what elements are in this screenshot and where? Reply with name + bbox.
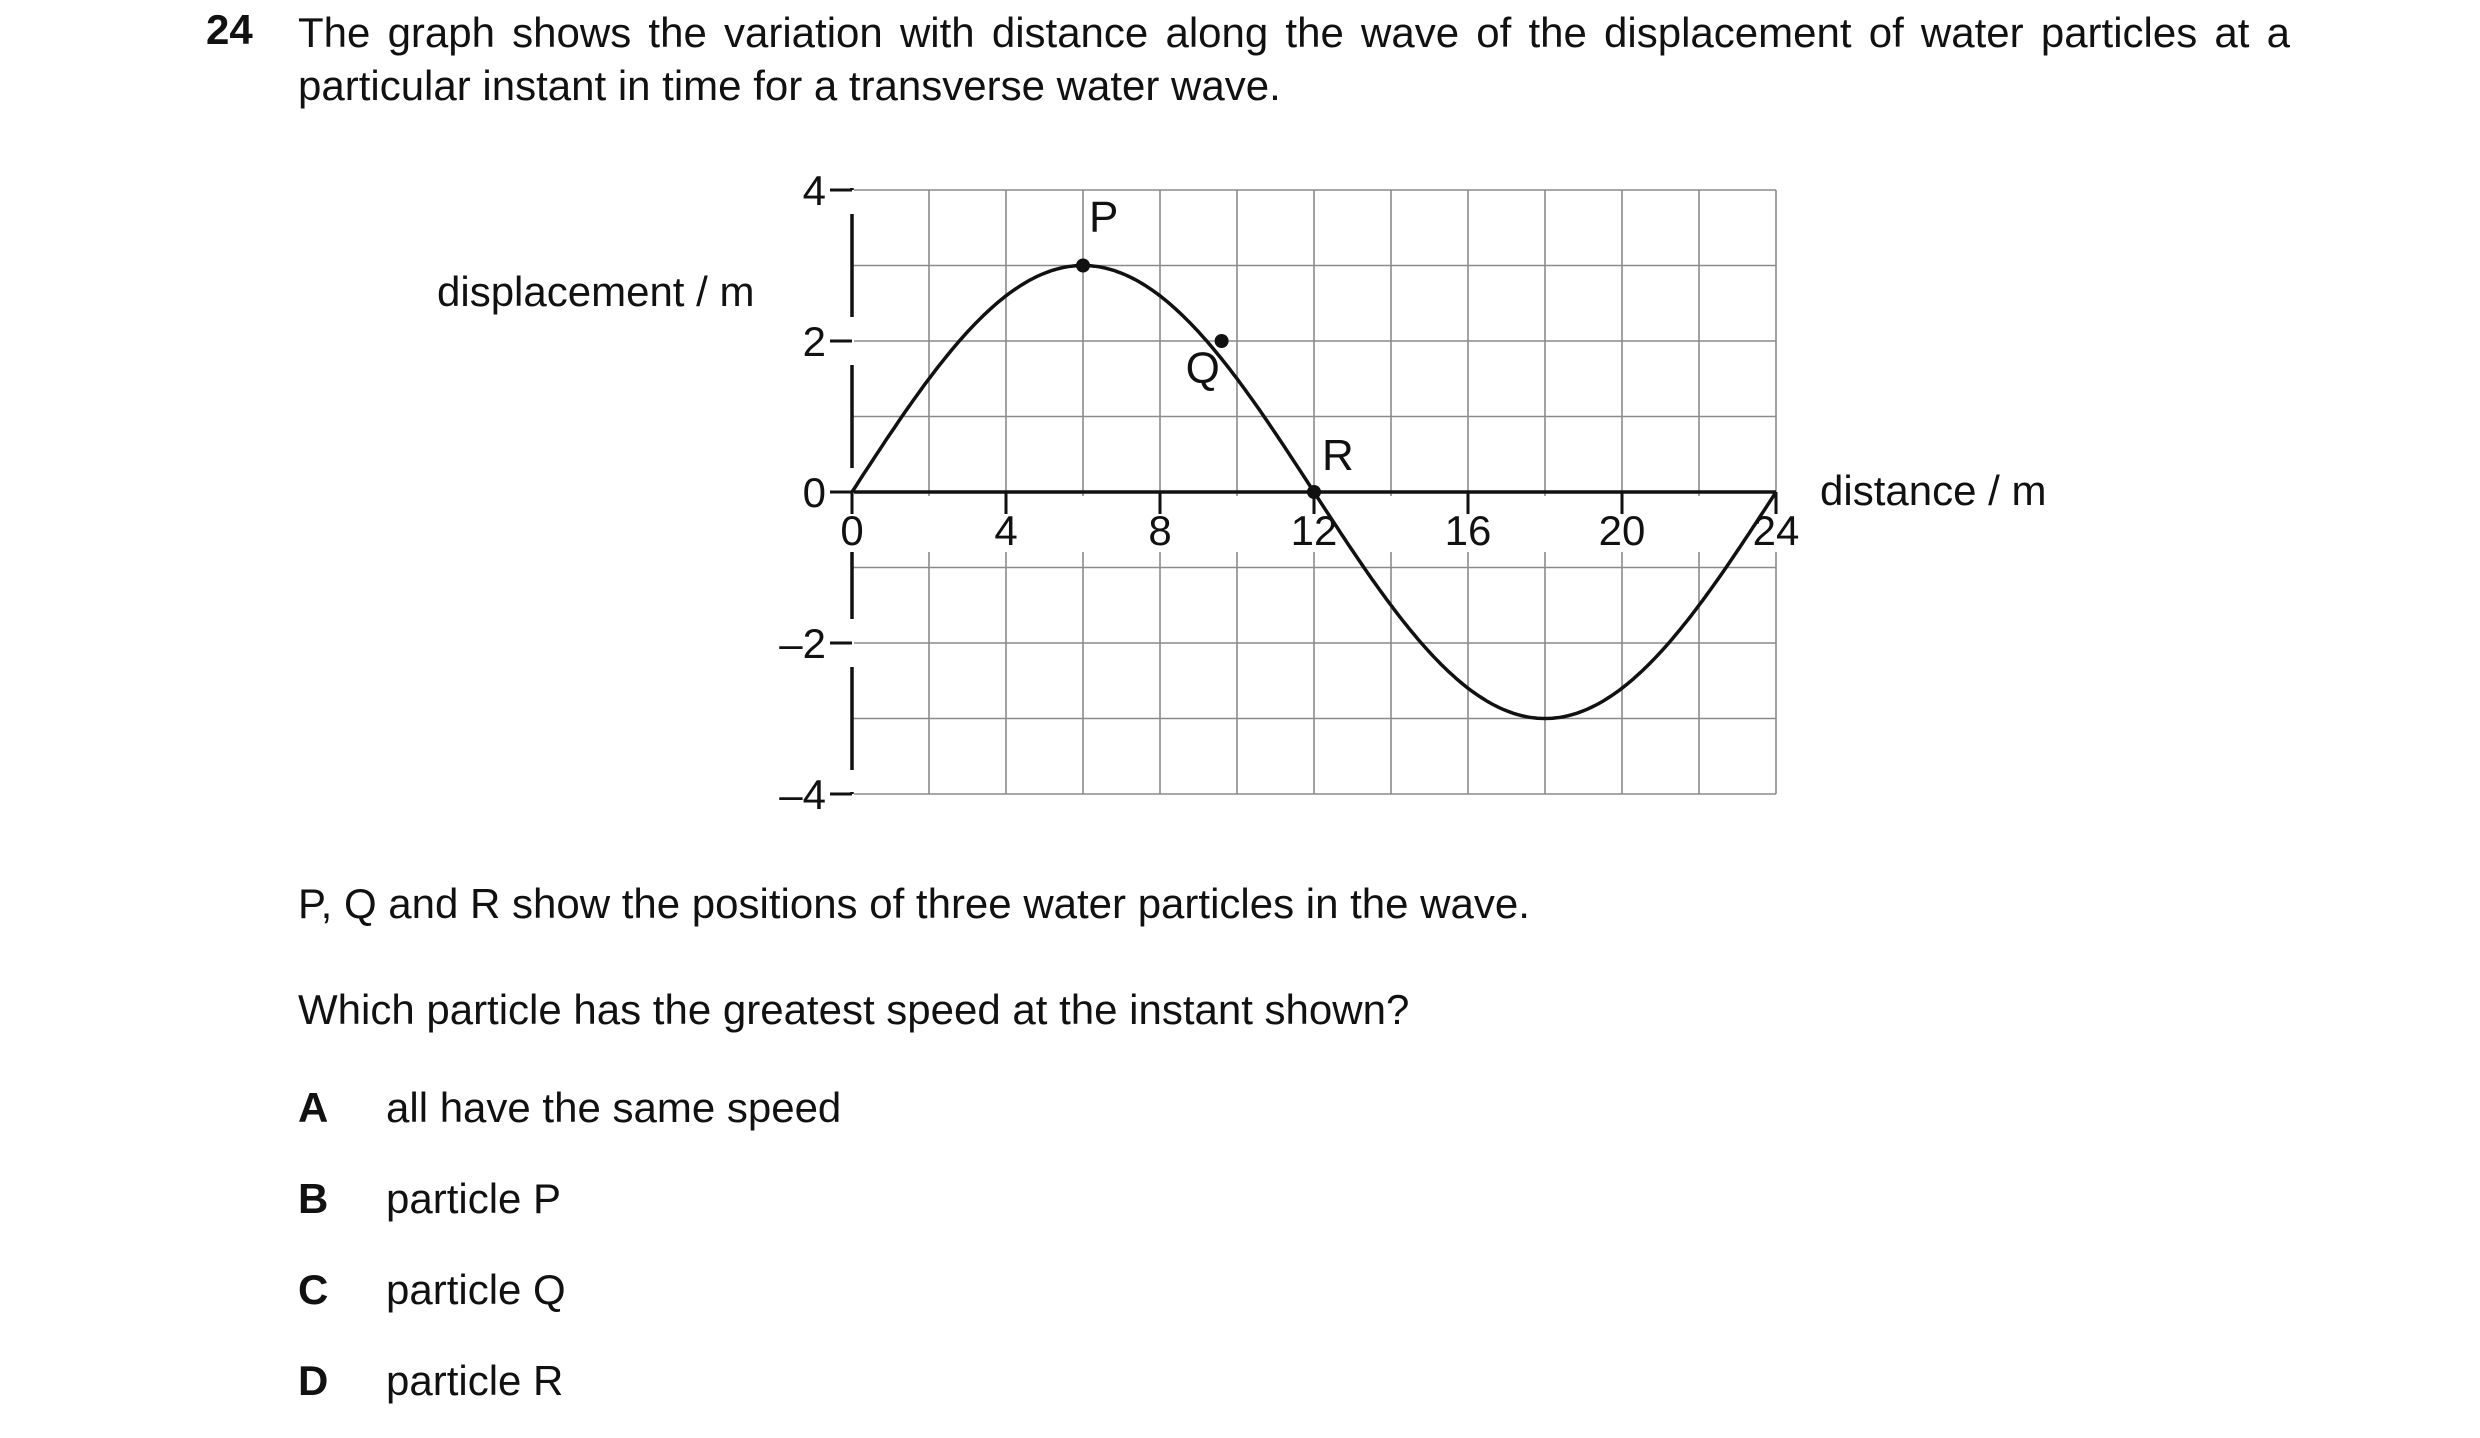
- x-tick-label: 8: [1148, 507, 1172, 554]
- question-number: 24: [206, 6, 253, 53]
- y-tick-label: 2: [802, 318, 826, 365]
- option-c-letter[interactable]: C: [298, 1266, 329, 1313]
- option-d-letter[interactable]: D: [298, 1357, 329, 1404]
- x-axis-ticks: [832, 492, 1799, 554]
- point-q-label: Q: [1185, 344, 1220, 393]
- y-tick-label: –2: [779, 620, 826, 667]
- option-c-text[interactable]: particle Q: [386, 1266, 566, 1313]
- y-axis-ticks: [779, 166, 854, 818]
- statement-text: P, Q and R show the positions of three water particles in the wave.: [298, 880, 1530, 927]
- point-r-marker: [1307, 485, 1321, 499]
- point-r-label: R: [1322, 431, 1354, 480]
- x-tick-label: 16: [1444, 507, 1492, 554]
- point-p-label: P: [1089, 192, 1119, 242]
- option-d-text[interactable]: particle R: [386, 1357, 564, 1404]
- x-tick-label: 12: [1290, 507, 1338, 554]
- question-text: The graph shows the variation with distance along the wave of the displacement of water particles at a particular instant in time for a transverse water wave.: [298, 9, 2290, 109]
- option-a-letter[interactable]: A: [298, 1084, 329, 1131]
- particle-points: [1076, 193, 1354, 500]
- y-tick-label: –4: [779, 771, 826, 818]
- x-tick-label: 0: [840, 507, 864, 554]
- x-tick-label: 20: [1598, 507, 1646, 554]
- x-tick-label: 4: [994, 507, 1018, 554]
- y-tick-label: 4: [802, 167, 826, 214]
- x-tick-label: 24: [1752, 507, 1800, 554]
- y-axis-label: displacement / m: [437, 268, 755, 315]
- prompt-text: Which particle has the greatest speed at the instant shown?: [298, 986, 1410, 1033]
- option-b-text[interactable]: particle P: [386, 1175, 562, 1222]
- point-p-marker: [1076, 259, 1090, 273]
- y-tick-label: 0: [802, 469, 826, 516]
- option-b-letter[interactable]: B: [298, 1175, 329, 1222]
- option-a-text[interactable]: all have the same speed: [386, 1084, 842, 1131]
- x-axis-label: distance / m: [1820, 467, 2047, 514]
